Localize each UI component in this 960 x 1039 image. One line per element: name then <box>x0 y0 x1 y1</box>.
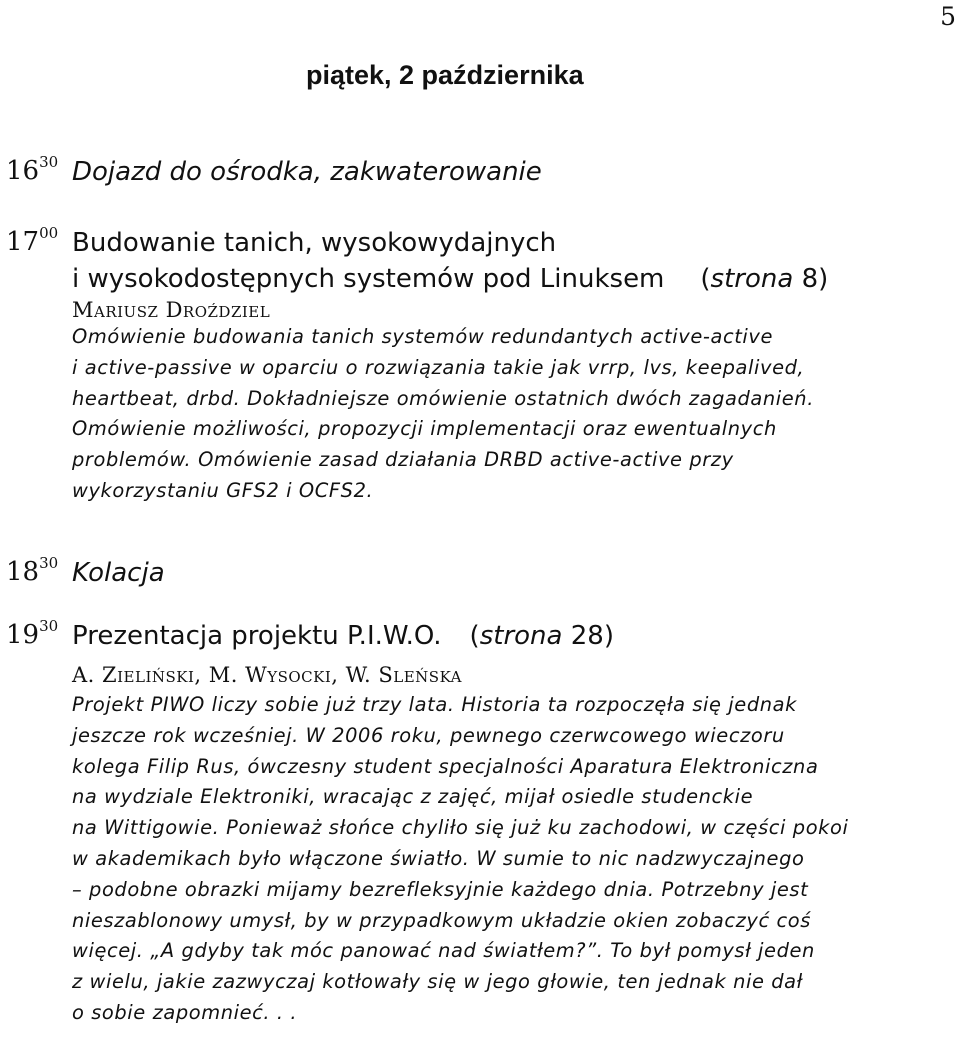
description-line: nieszablonowy umysł, by w przypadkowym układzie okien zobaczyć coś <box>72 908 811 932</box>
description-line: i active-passive w oparciu o rozwiązania takie jak vrrp, lvs, keepalived, <box>72 355 805 379</box>
time-label <box>6 617 59 650</box>
description-line: na wydziale Elektroniki, wracając z zajęć, mijał osiedle studenckie <box>72 785 754 809</box>
description-line: kolega Filip Rus, ówczesny student specjalności Aparatura Elektroniczna <box>72 754 819 778</box>
time-hour: 18 <box>6 557 40 587</box>
description-line: problemów. Omówienie zasad działania DRBD active-active przy <box>72 448 734 472</box>
event-title: Kolacja <box>72 558 165 588</box>
time-label <box>6 224 59 257</box>
page-reference: (strona 28) <box>469 621 614 651</box>
event-title: Dojazd do ośrodka, zakwaterowanie <box>72 157 542 187</box>
event-description <box>72 322 960 507</box>
description-line: Omówienie możliwości, propozycji implementacji oraz ewentualnych <box>72 417 777 441</box>
day-heading: piątek, 2 października <box>306 60 584 90</box>
page-reference-number: 28 <box>570 621 604 651</box>
time-minute: 30 <box>39 554 59 572</box>
page-number: 5 <box>940 2 956 31</box>
time-minute: 00 <box>39 224 59 242</box>
description-line: w akademikach było włączone światło. W sumie to nic nadzwyczajnego <box>72 846 805 870</box>
event-author: Mariusz Droździel <box>72 298 271 322</box>
description-line: więcej. „A gdyby tak móc panować nad światłem?”. To był pomysł jeden <box>72 939 815 963</box>
page-reference-number: 8 <box>801 264 819 294</box>
description-line: – podobne obrazki mijamy bezrefleksyjnie każdego dnia. Potrzebny jest <box>72 877 809 901</box>
description-line: heartbeat, drbd. Dokładniejsze omówienie ostatnich dwóch zagadanień. <box>72 386 814 410</box>
time-hour: 19 <box>6 620 40 650</box>
page-reference-word: strona <box>479 621 563 651</box>
time-minute: 30 <box>39 617 59 635</box>
description-line: jeszcze rok wcześniej. W 2006 roku, pewnego czerwcowego wieczoru <box>72 723 785 747</box>
description-line: wykorzystaniu GFS2 i OCFS2. <box>72 478 374 502</box>
event-title: Prezentacja projektu P.I.W.O. <box>72 621 442 651</box>
event-title: Budowanie tanich, wysokowydajnych <box>72 228 557 258</box>
description-line: Projekt PIWO liczy sobie już trzy lata. Historia ta rozpoczęła się jednak <box>72 693 797 716</box>
time-label <box>6 153 59 186</box>
description-line: o sobie zapomnieć. . . <box>72 1000 298 1024</box>
event-author: A. Zieliński, M. Wysocki, W. Sleńska <box>72 663 463 687</box>
event-description <box>72 690 960 1029</box>
time-minute: 30 <box>39 153 59 171</box>
event-title-line-2 <box>72 261 960 297</box>
time-label <box>6 554 59 587</box>
description-line: Omówienie budowania tanich systemów redundantych active-active <box>72 325 773 348</box>
time-hour: 17 <box>6 227 40 257</box>
time-hour: 16 <box>6 156 40 186</box>
event-title-line <box>72 618 960 654</box>
page-reference: (strona 8) <box>700 264 829 294</box>
schedule-item <box>72 225 960 507</box>
description-line: na Wittigowie. Ponieważ słońce chyliło się już ku zachodowi, w części pokoi <box>72 816 849 840</box>
schedule-item <box>72 618 960 1029</box>
description-line: z wielu, jakie zazwyczaj kotłowały się w jego głowie, ten jednak nie dał <box>72 970 803 994</box>
schedule-item <box>72 555 960 591</box>
page-reference-word: strona <box>710 264 794 294</box>
schedule-item <box>72 154 960 190</box>
event-title-text: i wysokodostępnych systemów pod Linuksem <box>72 264 665 294</box>
